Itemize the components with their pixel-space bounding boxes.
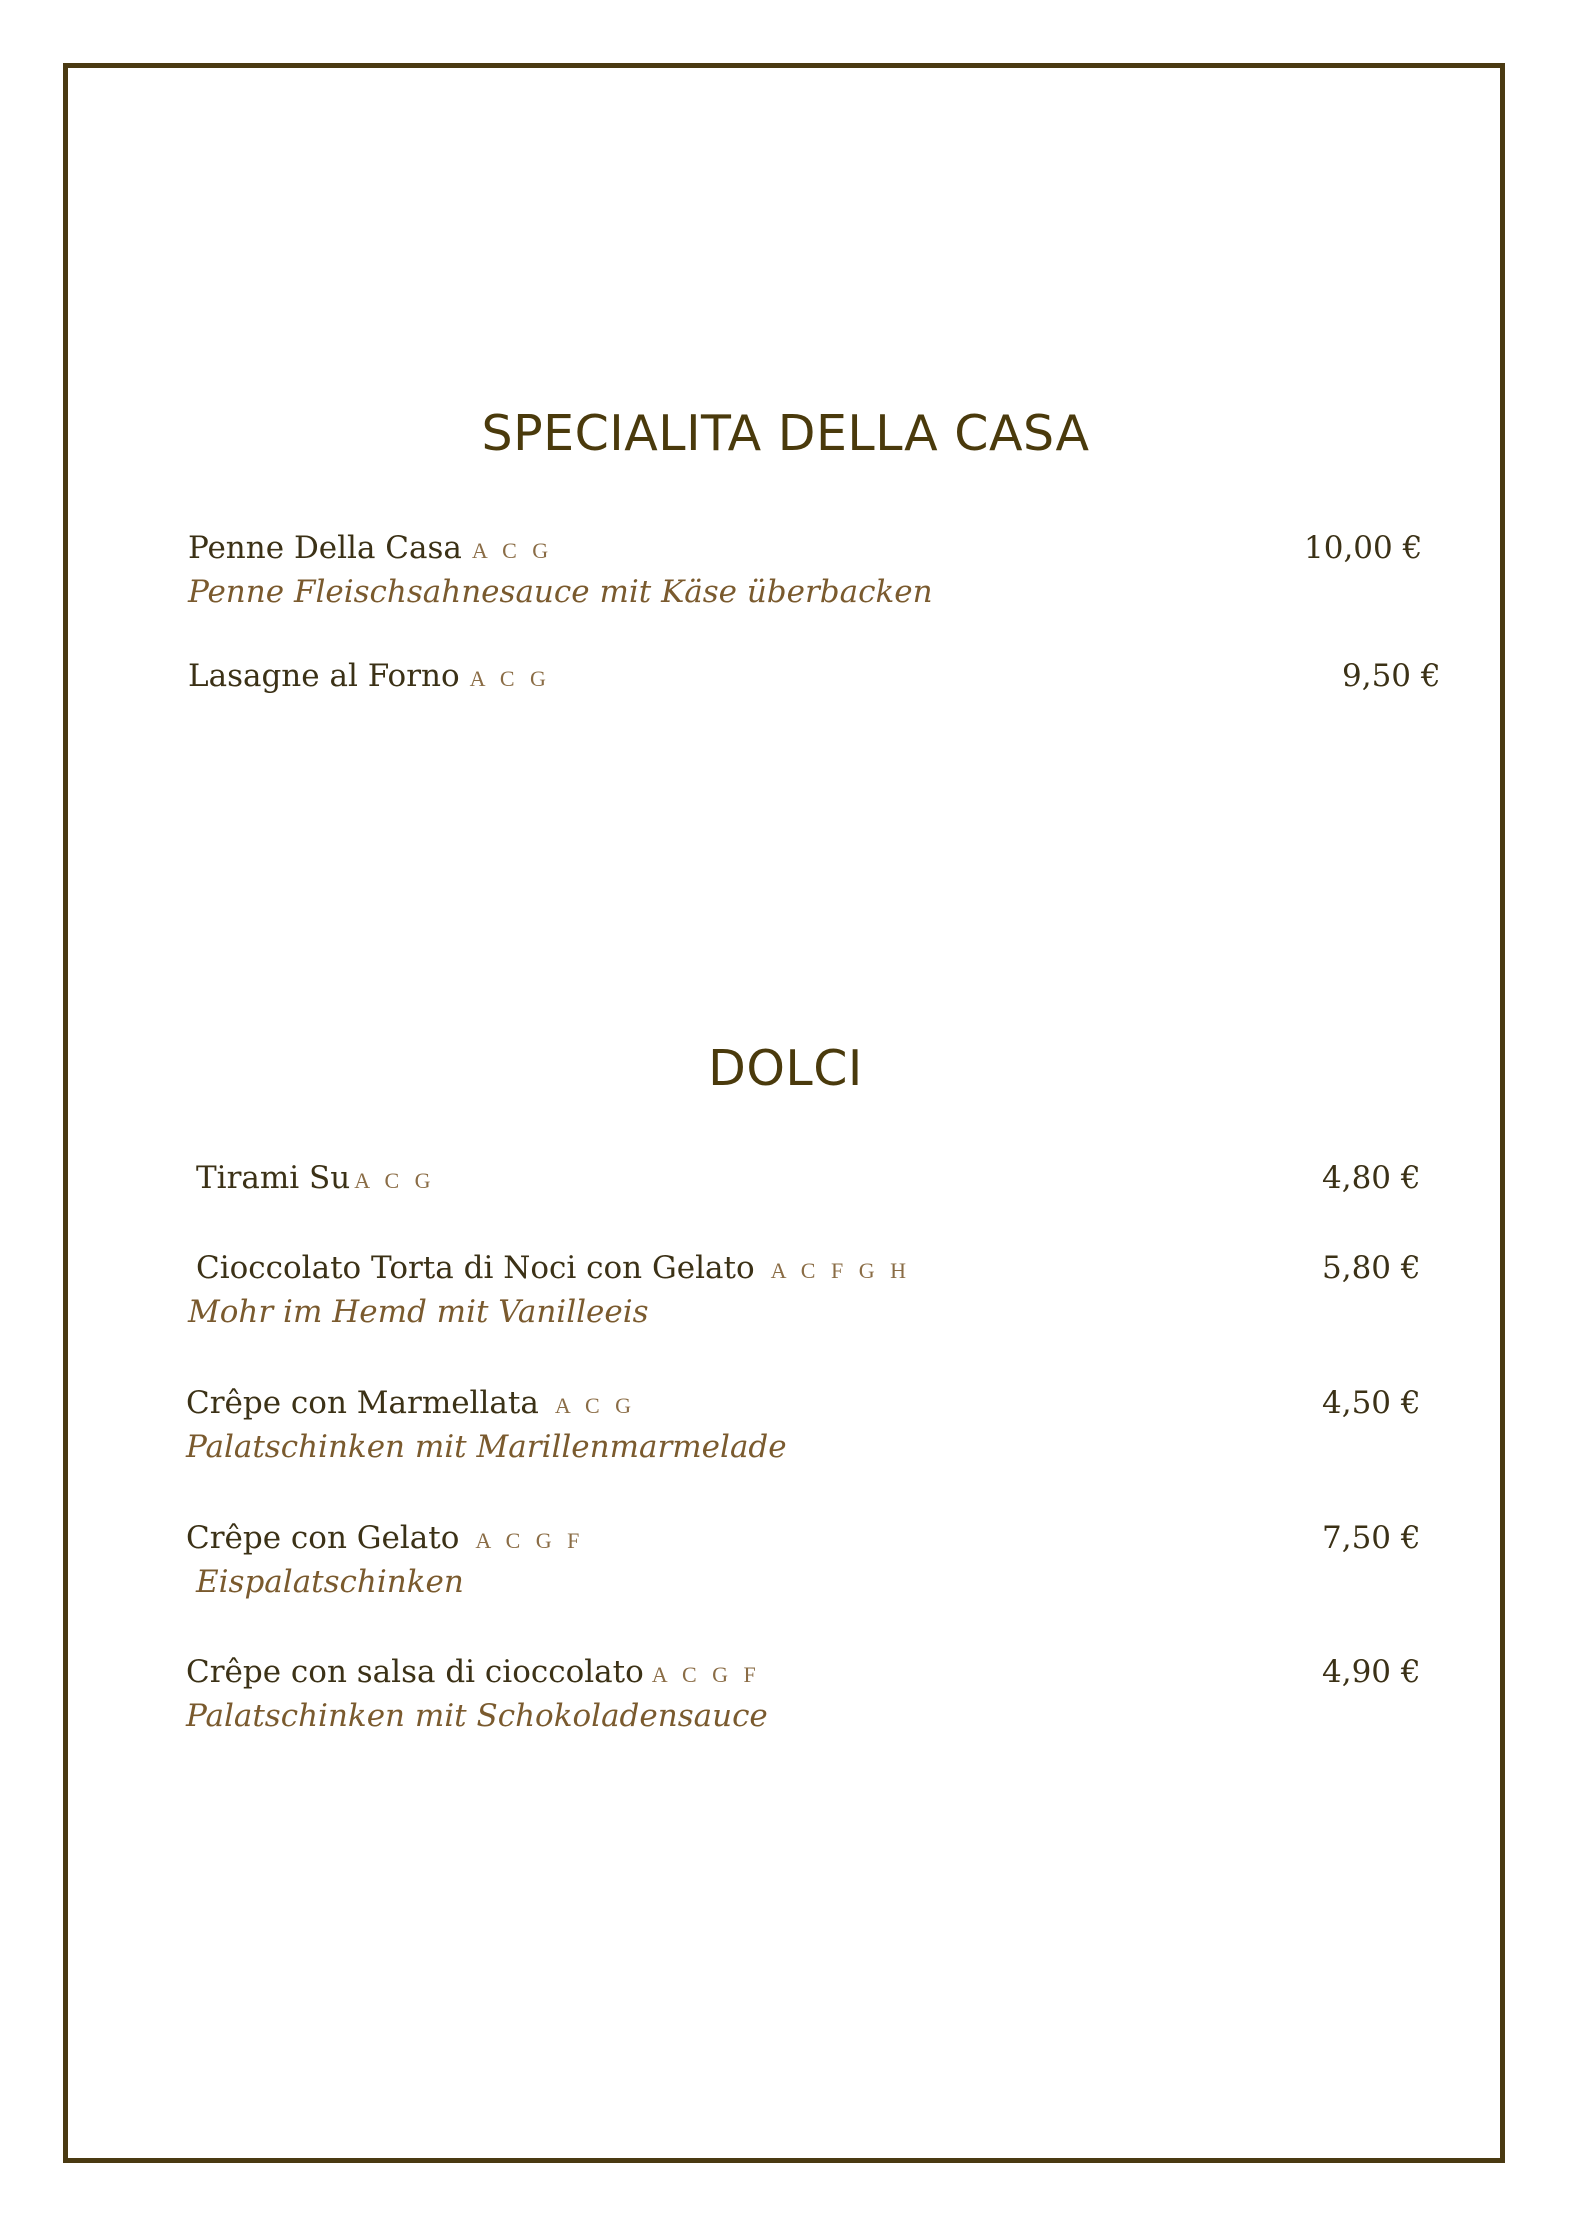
allergen-codes: A C G [471,538,554,563]
allergen-codes: A C G F [651,1662,761,1687]
menu-item-tirami-su [0,1160,1571,1260]
item-price: 4,80 € [1322,1160,1421,1196]
item-name: Lasagne al Forno A C G [188,658,551,694]
menu-item-cioccolato-torta [0,1250,1571,1350]
allergen-codes: A C G [554,1393,637,1418]
item-price: 10,00 € [1304,530,1423,566]
allergen-codes: A C F G H [770,1258,911,1283]
item-price: 5,80 € [1322,1250,1421,1286]
item-description: Palatschinken mit Marillenmarmelade [186,1429,787,1465]
allergen-codes: A C G [354,1168,436,1193]
item-description: Penne Fleischsahnesauce mit Käse überbacken [188,574,933,610]
section-title-specialita: SPECIALITA DELLA CASA [481,405,1090,462]
item-name: Cioccolato Torta di Noci con Gelato A C F G H [196,1250,911,1286]
allergen-codes: A C G F [475,1528,585,1553]
item-price: 9,50 € [1342,658,1441,694]
item-description: Palatschinken mit Schokoladensauce [186,1698,768,1734]
menu-item-crepe-marmellata [0,1385,1571,1485]
section-title-dolci: DOLCI [708,1040,863,1097]
item-name: Crêpe con Gelato A C G F [186,1520,585,1556]
item-price: 4,50 € [1322,1385,1421,1421]
item-name: Crêpe con salsa di cioccolato A C G F [186,1654,761,1690]
allergen-codes: A C G [469,666,551,691]
menu-item-lasagne-al-forno [0,658,1571,758]
menu-item-crepe-gelato [0,1520,1571,1620]
item-price: 7,50 € [1322,1520,1421,1556]
item-description: Mohr im Hemd mit Vanilleeis [188,1294,649,1330]
item-price: 4,90 € [1322,1654,1421,1690]
menu-item-penne-della-casa [0,530,1571,630]
menu-border [63,63,1505,2163]
item-name: Tirami Su A C G [196,1160,436,1196]
item-name: Crêpe con Marmellata A C G [186,1385,637,1421]
item-name: Penne Della Casa A C G [188,530,554,566]
menu-item-crepe-salsa-cioccolato [0,1654,1571,1754]
item-description: Eispalatschinken [196,1564,464,1600]
